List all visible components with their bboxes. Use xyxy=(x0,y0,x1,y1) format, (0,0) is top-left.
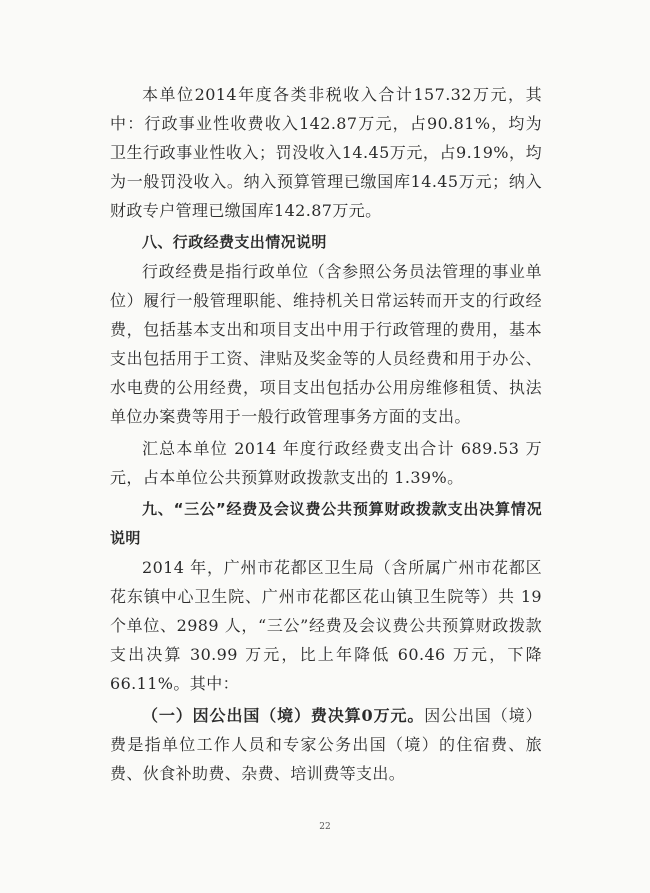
paragraph-non-tax-income: 本单位2014年度各类非税收入合计157.32万元，其中：行政事业性收费收入142.87万元，占90.81%，均为卫生行政事业性收入；罚没收入14.45万元，占9.19%，均为一般罚没收入。纳入预算管理已缴国库14.45万元；纳入财政专户管理已缴国库142.87万元。 xyxy=(110,85,542,220)
paragraph-admin-expense-definition: 行政经费是指行政单位（含参照公务员法管理的事业单位）履行一般管理职能、维持机关日常运转而开支的行政经费，包括基本支出和项目支出中用于行政管理的费用，基本支出包括用于工资、津贴及奖金等的人员经费和用于办公、水电费的公用经费，项目支出包括办公用房维修租赁、执法单位办案费等用于一般行政管理事务方面的支出。 xyxy=(110,262,542,426)
overseas-travel-lead: （一）因公出国（境）费决算0万元。 xyxy=(142,706,425,725)
page-number: 22 xyxy=(319,822,331,832)
section-heading-9: 九、“三公”经费及会议费公共预算财政拨款支出决算情况说明 xyxy=(110,500,542,547)
section-heading-8: 八、行政经费支出情况说明 xyxy=(142,233,327,251)
paragraph-three-public-summary: 2014 年，广州市花都区卫生局（含所属广州市花都区花东镇中心卫生院、广州市花都区花山镇卫生院等）共 19 个单位、2989 人，“三公”经费及会议费公共预算财政拨款支出决算 30.99 万元，比上年降低 60.46 万元，下降 66.11%。其中： xyxy=(110,558,542,693)
overseas-travel-detail: 因公出国（境）费是指单位工作人员和专家公务出国（境）的住宿费、旅费、伙食补助费、杂费、培训费等支出。 xyxy=(110,706,542,783)
paragraph-overseas-travel xyxy=(110,701,542,788)
document-body xyxy=(110,80,542,788)
paragraph-admin-expense-total: 汇总本单位 2014 年度行政经费支出合计 689.53 万元，占本单位公共预算财政拨款支出的 1.39%。 xyxy=(110,439,542,487)
